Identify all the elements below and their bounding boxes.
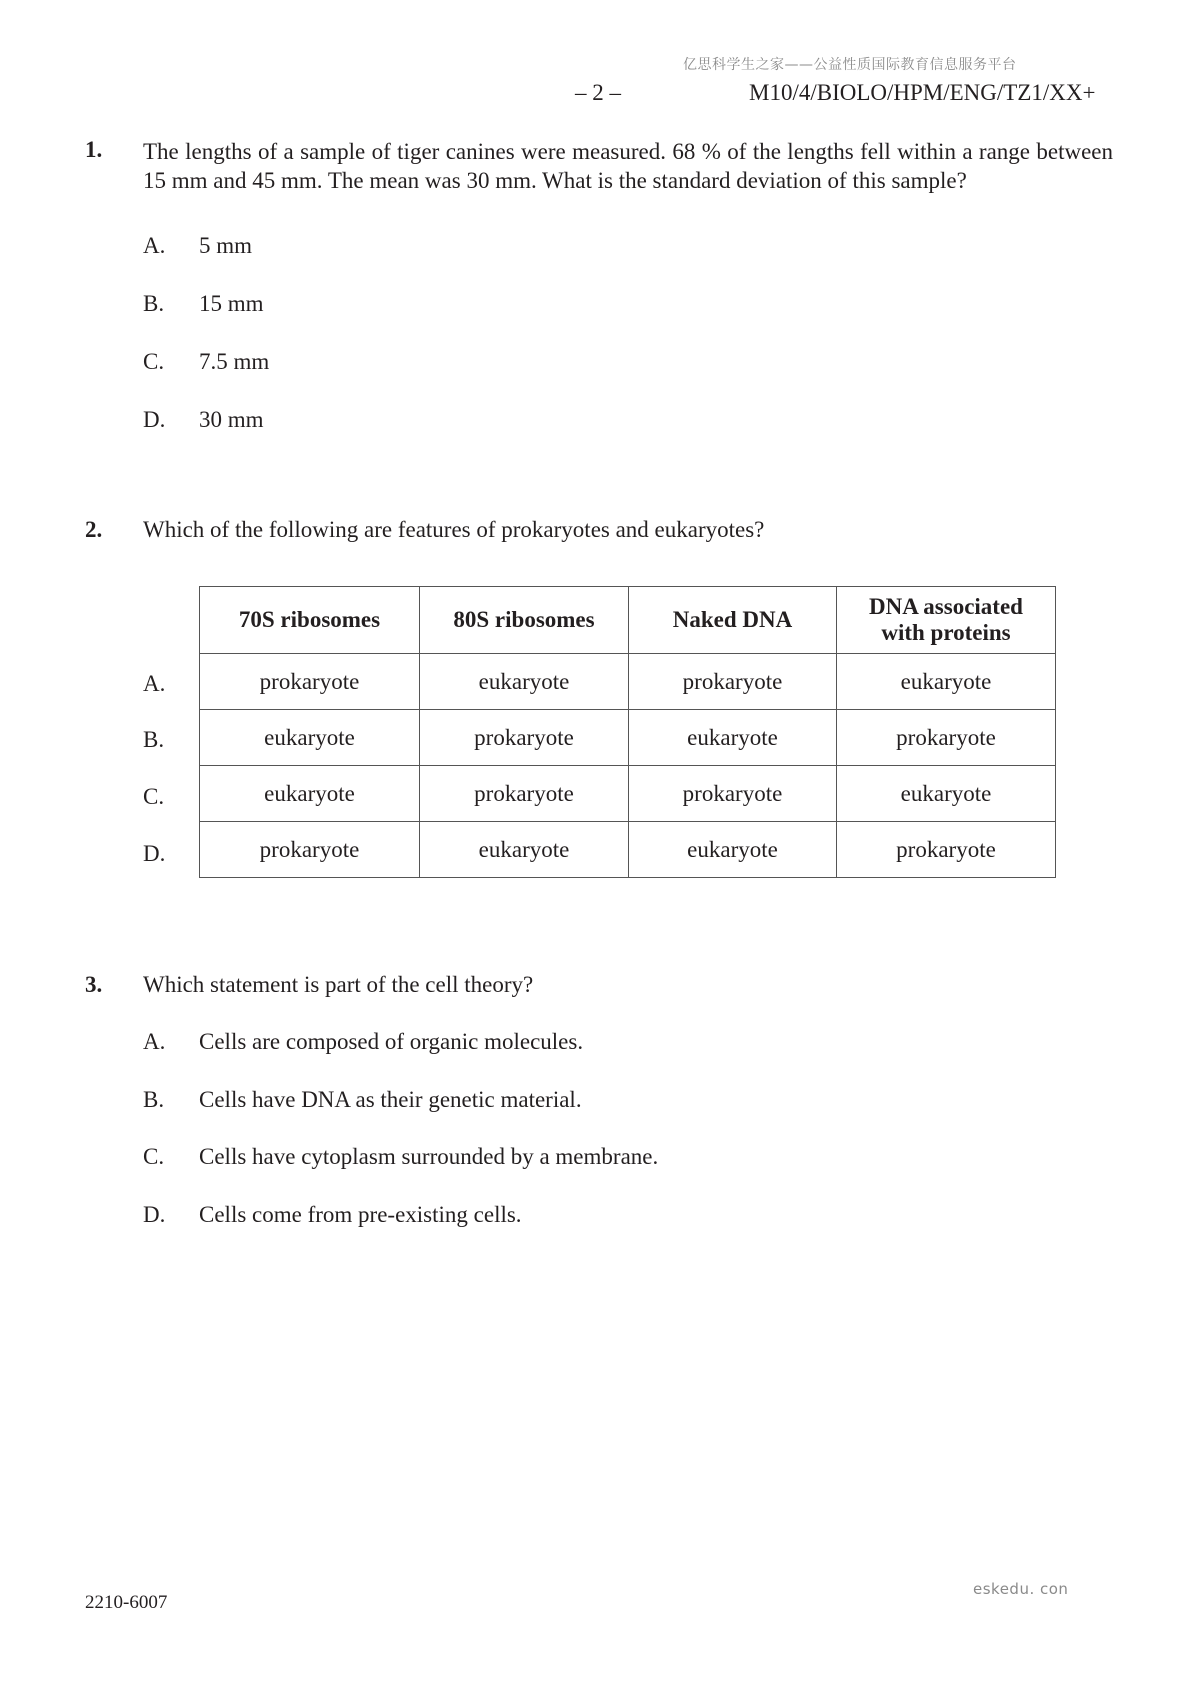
paper-code: M10/4/BIOLO/HPM/ENG/TZ1/XX+ — [749, 80, 1096, 105]
table-row — [200, 822, 1056, 878]
page-number: – 2 – — [575, 80, 621, 105]
table-header-cell — [837, 587, 1056, 654]
table-header-cell: 80S ribosomes — [420, 587, 629, 654]
table-cell: prokaryote — [629, 654, 837, 710]
question-3-text: Which statement is part of the cell theory? — [143, 972, 534, 997]
question-3-option-letter: A. — [143, 1029, 166, 1054]
footer-code: 2210-6007 — [85, 1592, 168, 1613]
question-1-option-letter: A. — [143, 233, 166, 258]
question-3-option-text: Cells come from pre-existing cells. — [199, 1202, 522, 1227]
question-1-option-text: 7.5 mm — [199, 349, 270, 374]
question-1-option-text: 15 mm — [199, 291, 264, 316]
table-cell: prokaryote — [200, 654, 420, 710]
table-cell: eukaryote — [420, 822, 629, 878]
question-1-text: The lengths of a sample of tiger canines were measured. 68 % of the lengths fell within a range between 15 mm and 45 mm. The mean was 30 mm. What is the standard deviation of this sample? — [143, 139, 1113, 193]
question-3-option-text: Cells are composed of organic molecules. — [199, 1029, 584, 1054]
question-1-number: 1. — [85, 137, 103, 162]
table-row-letter: C. — [143, 784, 165, 809]
table-header-cell: Naked DNA — [629, 587, 837, 654]
table-header-line: with proteins — [881, 620, 1011, 645]
table-header-line: DNA associated — [869, 594, 1023, 619]
table-header-row — [200, 587, 1056, 654]
features-table — [199, 586, 1056, 878]
question-2-text: Which of the following are features of prokaryotes and eukaryotes? — [143, 517, 765, 542]
table-cell: prokaryote — [420, 710, 629, 766]
question-1-option-text: 5 mm — [199, 233, 253, 258]
table-cell: eukaryote — [200, 766, 420, 822]
question-3-option-letter: C. — [143, 1144, 165, 1169]
question-3-option-text: Cells have DNA as their genetic material. — [199, 1087, 582, 1112]
table-row — [200, 766, 1056, 822]
table-cell: eukaryote — [629, 710, 837, 766]
question-3-option-text: Cells have cytoplasm surrounded by a membrane. — [199, 1144, 659, 1169]
table-row — [200, 710, 1056, 766]
question-3-number: 3. — [85, 972, 103, 997]
watermark-text: 亿思科学生之家——公益性质国际教育信息服务平台 — [683, 57, 1017, 73]
table-cell: prokaryote — [837, 822, 1056, 878]
table-row-letter: D. — [143, 841, 166, 866]
question-1-option-text: 30 mm — [199, 407, 264, 432]
footer-site: eskedu. con — [973, 1580, 1069, 1598]
question-1-option-letter: B. — [143, 291, 165, 316]
question-1-option-letter: D. — [143, 407, 166, 432]
table-cell: eukaryote — [629, 822, 837, 878]
question-3-option-letter: D. — [143, 1202, 166, 1227]
table-row-letter: A. — [143, 671, 166, 696]
table-row-letter: B. — [143, 727, 165, 752]
table-cell: eukaryote — [200, 710, 420, 766]
table-cell: prokaryote — [629, 766, 837, 822]
table-cell: eukaryote — [420, 654, 629, 710]
question-3-option-letter: B. — [143, 1087, 165, 1112]
question-1-option-letter: C. — [143, 349, 165, 374]
table-cell: eukaryote — [837, 766, 1056, 822]
table-cell: eukaryote — [837, 654, 1056, 710]
table-cell: prokaryote — [420, 766, 629, 822]
table-header-cell: 70S ribosomes — [200, 587, 420, 654]
table-cell: prokaryote — [837, 710, 1056, 766]
table-cell: prokaryote — [200, 822, 420, 878]
question-2-number: 2. — [85, 517, 103, 542]
table-row — [200, 654, 1056, 710]
